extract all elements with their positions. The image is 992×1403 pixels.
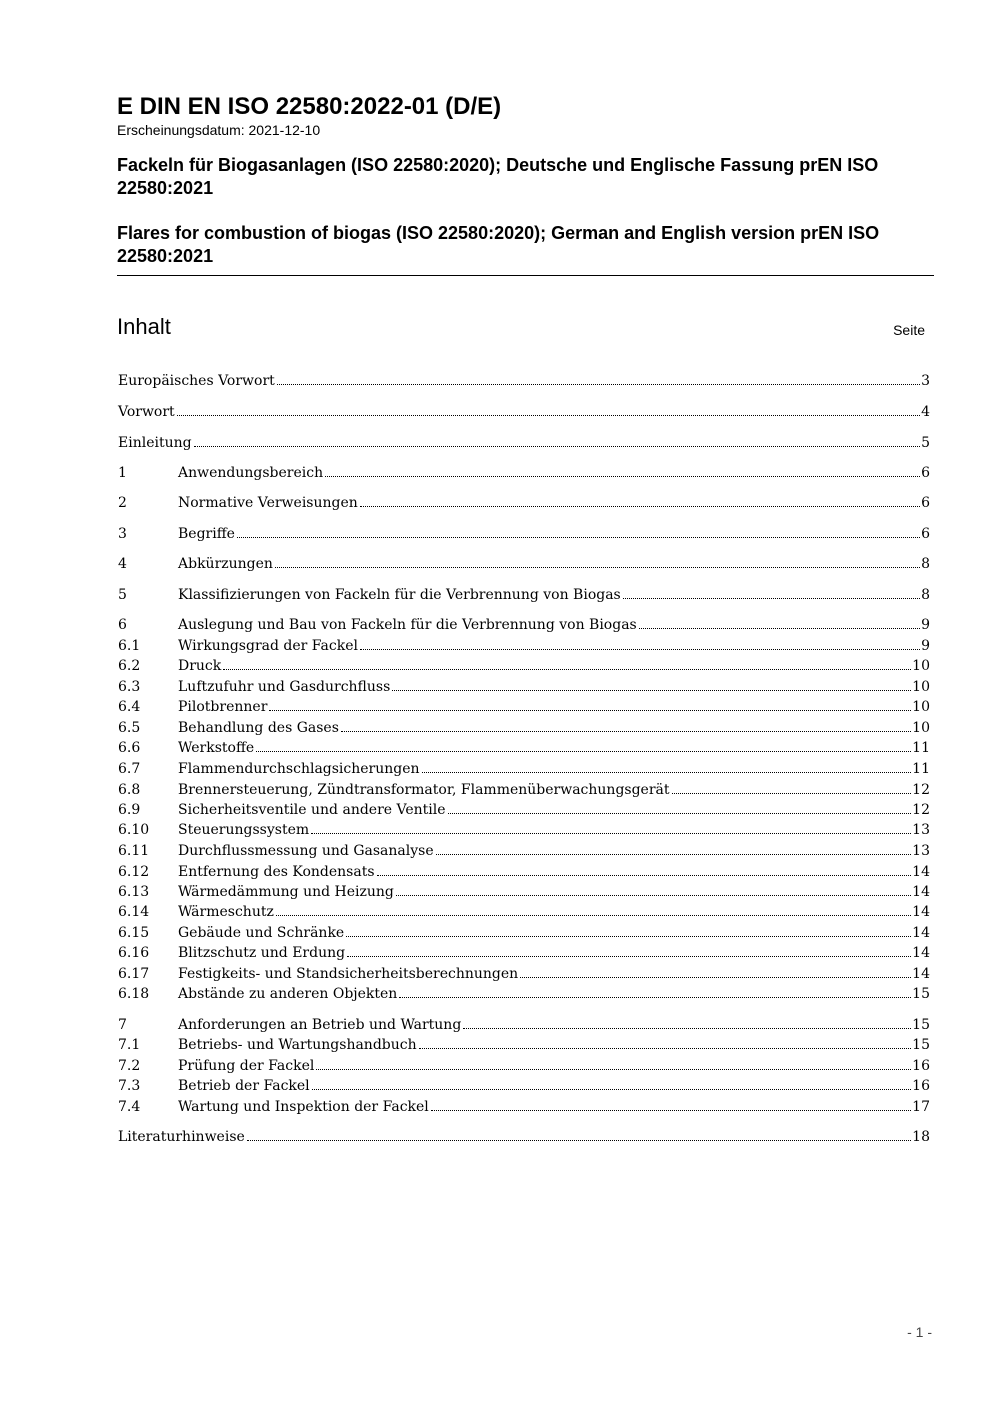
toc-dot-leader: [325, 476, 920, 477]
toc-dot-leader: [639, 628, 920, 629]
toc-entry[interactable]: [118, 1015, 930, 1035]
toc-dot-leader: [448, 813, 912, 814]
toc-entry-number: 6.13: [118, 884, 150, 900]
toc-entry-label: Wärmeschutz: [178, 904, 274, 920]
toc-entry-number: 6.8: [118, 782, 141, 798]
toc-entry-page: 8: [921, 587, 930, 603]
toc-entry[interactable]: [118, 1076, 930, 1096]
toc-dot-leader: [396, 895, 911, 896]
toc-entry[interactable]: [118, 1127, 930, 1147]
toc-entry[interactable]: [118, 433, 930, 453]
toc-entry-label: Auslegung und Bau von Fackeln für die Verbrennung von Biogas: [178, 617, 637, 633]
toc-entry-number: 6.1: [118, 638, 141, 654]
toc-entry-page: 10: [912, 679, 930, 695]
toc-entry-label: Begriffe: [178, 526, 235, 542]
toc-entry-page: 3: [921, 373, 930, 389]
toc-entry-page: 10: [912, 658, 930, 674]
toc-entry-number: 6.5: [118, 720, 141, 736]
toc-entry-number: 6.10: [118, 822, 150, 838]
toc-entry[interactable]: [118, 780, 930, 800]
toc-entry-label: Blitzschutz und Erdung: [178, 945, 346, 961]
toc-entry-number: 7.4: [118, 1099, 141, 1115]
toc-entry[interactable]: [118, 1035, 930, 1055]
toc-dot-leader: [347, 956, 911, 957]
toc-entry[interactable]: [118, 759, 930, 779]
toc-entry-label: Sicherheitsventile und andere Ventile: [178, 802, 446, 818]
toc-entry-label: Luftzufuhr und Gasdurchfluss: [178, 679, 391, 695]
toc-entry-number: 6.9: [118, 802, 141, 818]
toc-dot-leader: [436, 854, 912, 855]
toc-entry-page: 18: [912, 1129, 930, 1145]
toc-entry[interactable]: [118, 943, 930, 963]
toc-entry-page: 14: [912, 925, 930, 941]
toc-entry-label: Betriebs- und Wartungshandbuch: [178, 1037, 417, 1053]
toc-entry-number: 2: [118, 495, 127, 511]
toc-entry-number: 7.1: [118, 1037, 141, 1053]
toc-entry-page: 9: [921, 617, 930, 633]
toc-entry-number: 6.12: [118, 864, 150, 880]
toc-dot-leader: [399, 997, 911, 998]
toc-dot-leader: [223, 669, 911, 670]
toc-dot-leader: [247, 1140, 911, 1141]
publication-date: Erscheinungsdatum: 2021-12-10: [117, 122, 321, 138]
toc-entry-label: Einleitung: [118, 435, 192, 451]
toc-dot-leader: [672, 793, 912, 794]
toc-entry-label: Flammendurchschlagsicherungen: [178, 761, 420, 777]
toc-entry-label: Pilotbrenner: [178, 699, 268, 715]
toc-dot-leader: [377, 875, 912, 876]
toc-entry-number: 4: [118, 556, 127, 572]
toc-entry[interactable]: [118, 585, 930, 605]
document-title: E DIN EN ISO 22580:2022-01 (D/E): [117, 93, 502, 120]
toc-entry-page: 14: [912, 945, 930, 961]
toc-entry-label: Anforderungen an Betrieb und Wartung: [178, 1017, 462, 1033]
toc-entry-label: Werkstoffe: [178, 740, 255, 756]
title-german: Fackeln für Biogasanlagen (ISO 22580:2020); Deutsche und Englische Fassung prEN ISO 22580:2021: [117, 155, 879, 198]
toc-entry-page: 10: [912, 699, 930, 715]
toc-entry[interactable]: [118, 964, 930, 984]
toc-entry-label: Wirkungsgrad der Fackel: [178, 638, 358, 654]
toc-entry[interactable]: [118, 984, 930, 1004]
toc-entry-number: 6.14: [118, 904, 150, 920]
toc-entry[interactable]: [118, 923, 930, 943]
toc-entry[interactable]: [118, 402, 930, 422]
toc-entry-number: 6.15: [118, 925, 150, 941]
toc-entry-number: 6.11: [118, 843, 150, 859]
toc-entry-label: Abkürzungen: [178, 556, 273, 572]
toc-dot-leader: [194, 446, 921, 447]
document-header: [117, 92, 934, 268]
toc-entry-page: 15: [912, 1037, 930, 1053]
toc-dot-leader: [275, 567, 920, 568]
toc-entry-label: Behandlung des Gases: [178, 720, 339, 736]
toc-entry[interactable]: [118, 697, 930, 717]
toc-entry-page: 6: [921, 526, 930, 542]
toc-entry-number: 3: [118, 526, 127, 542]
toc-entry[interactable]: [118, 800, 930, 820]
toc-entry-page: 6: [921, 495, 930, 511]
toc-entry-number: 5: [118, 587, 127, 603]
toc-dot-leader: [312, 1089, 912, 1090]
toc-entry[interactable]: [118, 524, 930, 544]
toc-dot-leader: [276, 915, 911, 916]
toc-entry-page: 11: [912, 761, 930, 777]
toc-entry-number: 6.17: [118, 966, 150, 982]
toc-entry-page: 10: [912, 720, 930, 736]
toc-entry-page: 12: [912, 782, 930, 798]
toc-entry-label: Steuerungssystem: [178, 822, 310, 838]
toc-dot-leader: [392, 690, 911, 691]
toc-entry[interactable]: [118, 820, 930, 840]
toc-entry-page: 15: [912, 986, 930, 1002]
toc-entry-page: 14: [912, 864, 930, 880]
toc-heading: Inhalt: [117, 314, 171, 339]
toc-entry-page: 13: [912, 843, 930, 859]
toc-entry-page: 17: [912, 1099, 930, 1115]
title-english: Flares for combustion of biogas (ISO 22580:2020); German and English version prEN ISO 22580:2021: [117, 223, 880, 266]
toc-entry[interactable]: [118, 371, 930, 391]
toc-entry-number: 6.4: [118, 699, 141, 715]
toc-entry-label: Brennersteuerung, Zündtransformator, Flammenüberwachungsgerät: [178, 782, 670, 798]
toc-entry-label: Durchflussmessung und Gasanalyse: [178, 843, 434, 859]
toc-entry-number: 6.16: [118, 945, 150, 961]
toc-entry-number: 6.7: [118, 761, 141, 777]
toc-entry[interactable]: [118, 882, 930, 902]
toc-entry-page: 9: [921, 638, 930, 654]
toc-entry-label: Wärmedämmung und Heizung: [178, 884, 394, 900]
toc-entry-page: 14: [912, 966, 930, 982]
toc-entry-page: 12: [912, 802, 930, 818]
toc-entry[interactable]: [118, 677, 930, 697]
toc-dot-leader: [237, 537, 920, 538]
toc-entry-page: 11: [912, 740, 930, 756]
toc-entry-label: Betrieb der Fackel: [178, 1078, 310, 1094]
toc-entry-number: 7.3: [118, 1078, 141, 1094]
toc-dot-leader: [341, 731, 911, 732]
toc-entry-page: 8: [921, 556, 930, 572]
toc-dot-leader: [177, 415, 920, 416]
toc-entry[interactable]: [118, 718, 930, 738]
toc-entry[interactable]: [118, 841, 930, 861]
toc-entry-number: 6.2: [118, 658, 141, 674]
toc-dot-leader: [269, 710, 911, 711]
toc-entry-label: Normative Verweisungen: [178, 495, 358, 511]
toc-entry[interactable]: [118, 493, 930, 513]
toc-entry-page: 5: [921, 435, 930, 451]
toc-entry-number: 1: [118, 465, 127, 481]
toc-dot-leader: [256, 751, 911, 752]
toc-dot-leader: [316, 1069, 911, 1070]
toc-entry-number: 6.6: [118, 740, 141, 756]
toc-entry-page: 13: [912, 822, 930, 838]
toc-entry-page: 15: [912, 1017, 930, 1033]
toc-page-heading: Seite: [893, 322, 925, 338]
toc-entry[interactable]: [118, 738, 930, 758]
toc-entry-page: 4: [921, 404, 930, 420]
toc-dot-leader: [311, 833, 911, 834]
toc-entry-label: Anwendungsbereich: [178, 465, 324, 481]
toc-entry-label: Abstände zu anderen Objekten: [178, 986, 398, 1002]
toc-dot-leader: [277, 384, 920, 385]
toc-entry-label: Festigkeits- und Standsicherheitsberechnungen: [178, 966, 519, 982]
toc-dot-leader: [419, 1048, 912, 1049]
toc-entry[interactable]: [118, 1056, 930, 1076]
toc-entry-label: Europäisches Vorwort: [118, 373, 275, 389]
toc-entry-label: Literaturhinweise: [118, 1129, 245, 1145]
toc-dot-leader: [346, 936, 911, 937]
toc-entry-label: Gebäude und Schränke: [178, 925, 345, 941]
toc-entry[interactable]: [118, 862, 930, 882]
toc-dot-leader: [360, 506, 920, 507]
toc-dot-leader: [623, 598, 920, 599]
toc-entry[interactable]: [118, 902, 930, 922]
toc-entry[interactable]: [118, 554, 930, 574]
toc-dot-leader: [520, 977, 911, 978]
toc-entry-label: Entfernung des Kondensats: [178, 864, 375, 880]
header-divider: [117, 275, 934, 276]
toc-dot-leader: [431, 1110, 911, 1111]
toc-dot-leader: [463, 1028, 911, 1029]
toc-entry-number: 6.3: [118, 679, 141, 695]
toc-entry-label: Prüfung der Fackel: [178, 1058, 315, 1074]
toc-entry-page: 14: [912, 884, 930, 900]
toc-entry[interactable]: [118, 656, 930, 676]
toc-entry-page: 14: [912, 904, 930, 920]
toc-entry-number: 7.2: [118, 1058, 141, 1074]
toc-dot-leader: [422, 772, 912, 773]
toc-entry-number: 6: [118, 617, 127, 633]
toc-entry-label: Vorwort: [118, 404, 175, 420]
toc-entry-label: Druck: [178, 658, 222, 674]
toc-entry-page: 16: [912, 1078, 930, 1094]
toc-entry[interactable]: [118, 1097, 930, 1117]
toc-entry-page: 16: [912, 1058, 930, 1074]
page-number: - 1 -: [907, 1324, 932, 1340]
toc-entry-page: 6: [921, 465, 930, 481]
toc-entry-number: 7: [118, 1017, 127, 1033]
toc-dot-leader: [360, 649, 920, 650]
toc-entry-number: 6.18: [118, 986, 150, 1002]
toc-entry[interactable]: [118, 636, 930, 656]
toc-entry[interactable]: [118, 615, 930, 635]
toc-entry[interactable]: [118, 463, 930, 483]
toc-entry-label: Klassifizierungen von Fackeln für die Verbrennung von Biogas: [178, 587, 621, 603]
toc-entry-label: Wartung und Inspektion der Fackel: [178, 1099, 429, 1115]
